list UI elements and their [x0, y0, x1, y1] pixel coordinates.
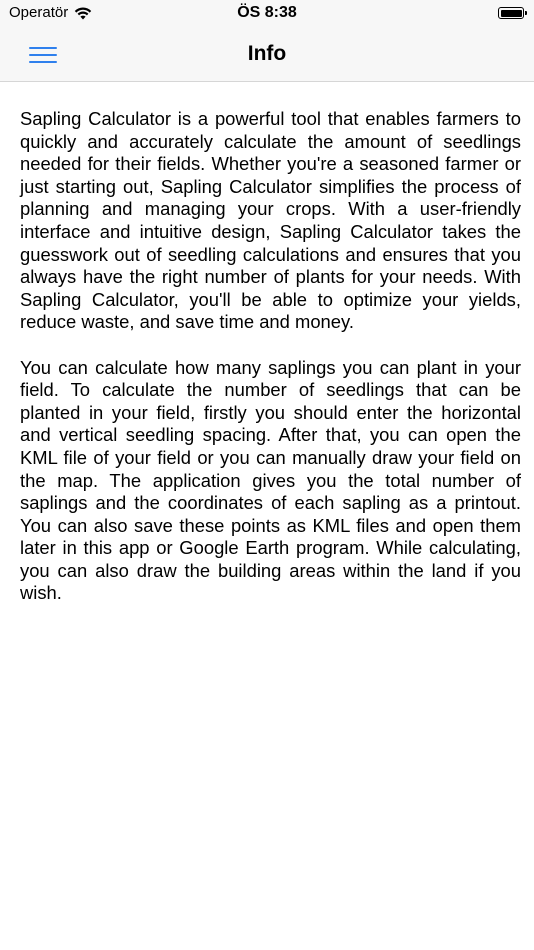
status-time: ÖS 8:38	[237, 4, 297, 21]
info-text-content	[20, 108, 521, 628]
info-paragraph-1: Sapling Calculator is a powerful tool that enables farmers to quickly and accurately calculate the amount of seedlings needed for their fields. Whether you're a seasoned farmer or just starting out, Sapling Calculator simplifies the process of planning and managing your crops. With a user-friendly interface and intuitive design, Sapling Calculator takes the guesswork out of seedling calculations and ensures that you always have the right number of plants for your needs. With Sapling Calculator, you'll be able to optimize your yields, reduce waste, and save time and money.	[20, 108, 521, 333]
navigation-bar	[0, 28, 534, 82]
battery-icon	[498, 7, 524, 19]
status-bar	[0, 0, 534, 28]
info-paragraph-2: You can calculate how many saplings you can plant in your field. To calculate the number of seedlings that can be planted in your field, firstly you should enter the horizontal and vertical seedling spacing. After that, you can open the KML file of your field or you can manually draw your field on the map. The application gives you the total number of saplings and the coordinates of each sapling as a printout. You can also save these points as KML files and open them later in this app or Google Earth program. While calculating, you can also draw the building areas within the land if you wish.	[20, 356, 521, 604]
page-title: Info	[247, 42, 287, 65]
carrier-name: Operatör	[9, 4, 69, 21]
